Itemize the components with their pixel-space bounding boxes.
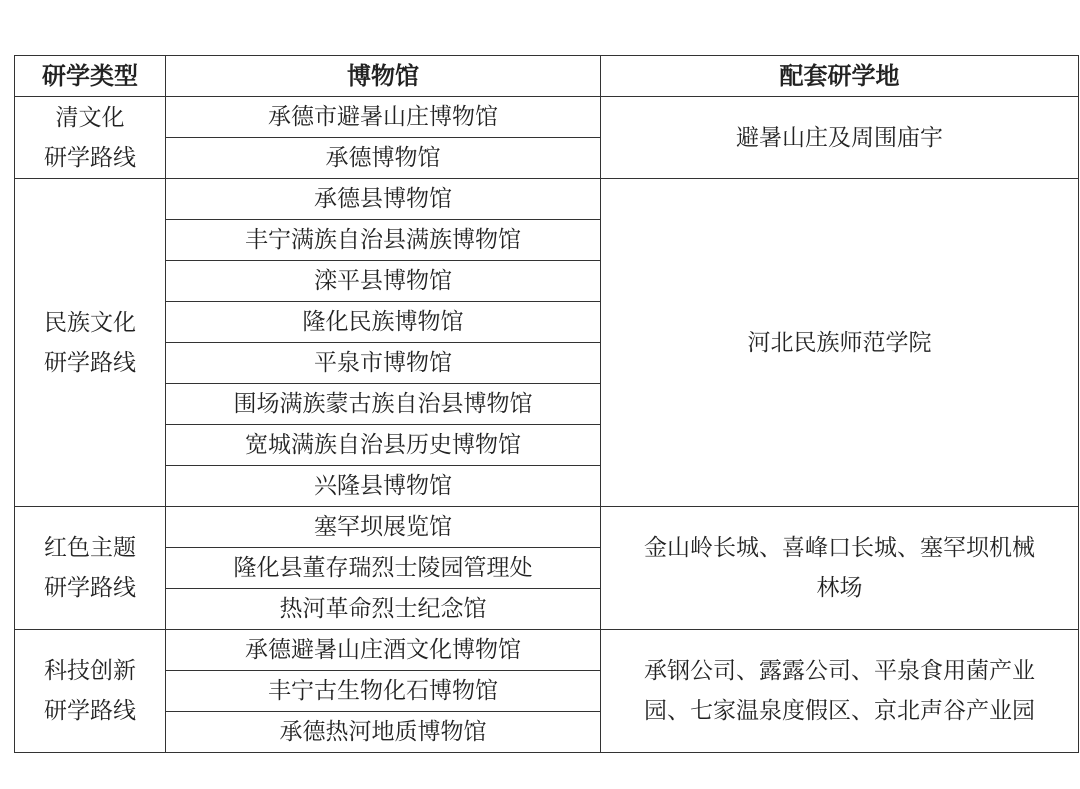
route-type-tech [15,630,166,753]
header-type: 研学类型 [15,56,166,97]
route-type-line2: 研学路线 [44,698,136,724]
museum-cell: 隆化民族博物馆 [166,302,601,343]
table-row [15,507,1079,548]
museum-cell: 兴隆县博物馆 [166,466,601,507]
site-line1: 承钢公司、露露公司、平泉食用菌产业 [644,658,1035,684]
site-cell-qing: 避暑山庄及周围庙宇 [601,97,1079,179]
museum-cell: 围场满族蒙古族自治县博物馆 [166,384,601,425]
route-type-line2: 研学路线 [44,349,136,376]
route-type-ethnic [15,179,166,507]
museum-cell: 隆化县董存瑞烈士陵园管理处 [166,548,601,589]
route-type-line1: 清文化 [55,104,125,131]
route-type-line1: 科技创新 [44,658,136,684]
site-line1: 金山岭长城、喜峰口长城、塞罕坝机械 [644,535,1035,561]
route-type-red [15,507,166,630]
table-row [15,97,1079,138]
site-cell-tech [601,630,1079,753]
route-type-line1: 红色主题 [44,535,136,561]
header-museum: 博物馆 [166,56,601,97]
museum-cell: 承德县博物馆 [166,179,601,220]
site-cell-ethnic: 河北民族师范学院 [601,179,1079,507]
museum-cell: 承德热河地质博物馆 [166,712,601,753]
route-type-qing [15,97,166,179]
museum-cell: 承德市避暑山庄博物馆 [166,97,601,138]
museum-cell: 承德博物馆 [166,138,601,179]
museum-cell: 热河革命烈士纪念馆 [166,589,601,630]
museum-cell: 宽城满族自治县历史博物馆 [166,425,601,466]
museum-cell: 塞罕坝展览馆 [166,507,601,548]
museum-cell: 平泉市博物馆 [166,343,601,384]
route-type-line2: 研学路线 [44,144,136,171]
site-cell-red [601,507,1079,630]
research-route-table-container [14,55,1078,753]
research-route-table [14,55,1079,753]
table-row [15,179,1079,220]
route-type-line2: 研学路线 [44,575,136,601]
header-site: 配套研学地 [601,56,1079,97]
museum-cell: 丰宁满族自治县满族博物馆 [166,220,601,261]
route-type-line1: 民族文化 [44,309,136,336]
museum-cell: 承德避暑山庄酒文化博物馆 [166,630,601,671]
site-line2: 园、七家温泉度假区、京北声谷产业园 [644,698,1035,724]
museum-cell: 滦平县博物馆 [166,261,601,302]
table-header-row [15,56,1079,97]
museum-cell: 丰宁古生物化石博物馆 [166,671,601,712]
site-line2: 林场 [816,575,863,601]
table-row [15,630,1079,671]
